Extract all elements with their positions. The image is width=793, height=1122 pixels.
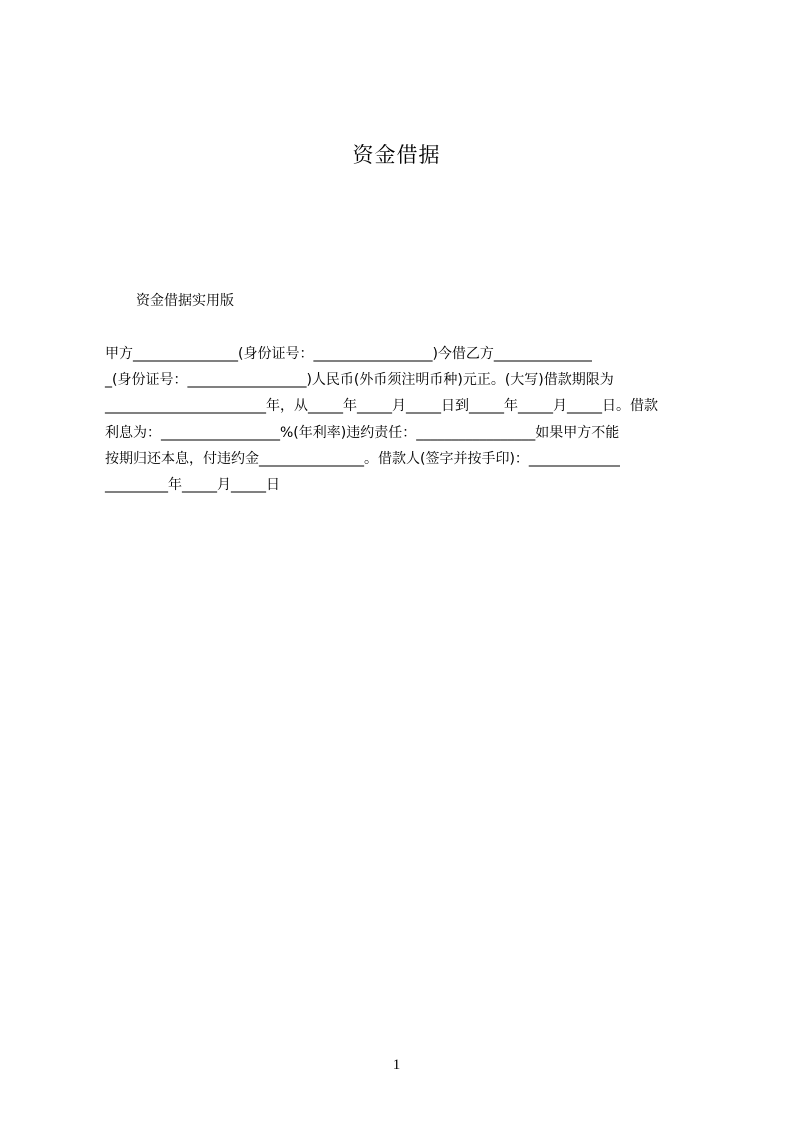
document-body — [105, 341, 705, 498]
body-line: _______________________年，从_____年_____月_____日到_____年_____月_____日。借款 — [105, 398, 658, 415]
body-line: 甲方_______________(身份证号：_________________)今借乙方______________ — [105, 346, 592, 362]
document-subtitle: 资金借据实用版 — [136, 293, 234, 309]
document-title: 资金借据 — [352, 143, 441, 167]
page-number: 1 — [392, 1057, 401, 1073]
body-line: _(身份证号：_________________)人民币(外币须注明币种)元正。(大写)借款期限为 — [105, 372, 614, 389]
body-line: 利息为：_________________%(年利率)违约责任：_________________如果甲方不能 — [105, 424, 620, 441]
body-line: _________年_____月_____日 — [105, 476, 280, 493]
body-line: 按期归还本息，付违约金_______________。借款人(签字并按手印)：_____________ — [105, 450, 620, 467]
